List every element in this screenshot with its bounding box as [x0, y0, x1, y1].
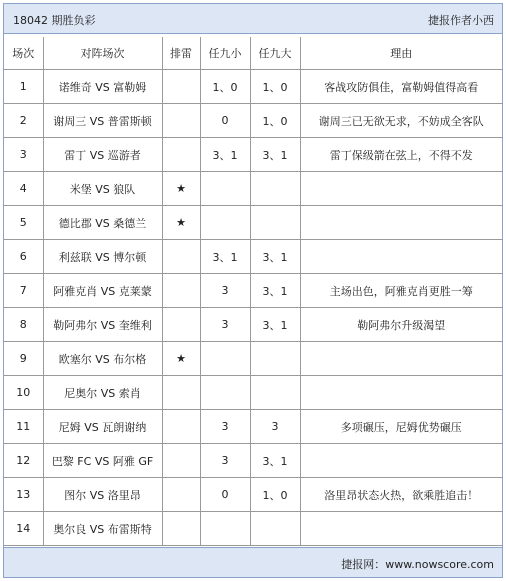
- ren9-large-cell: [250, 172, 300, 206]
- footer-bar: [4, 547, 502, 577]
- minesweep-cell: [162, 104, 200, 138]
- ren9-large-cell: 3、1: [250, 274, 300, 308]
- minesweep-cell: [162, 478, 200, 512]
- minesweep-cell: [162, 240, 200, 274]
- issue-title: 18042 期胜负彩: [13, 14, 96, 27]
- minesweep-cell: ★: [162, 206, 200, 240]
- table-row: [4, 376, 502, 410]
- table-row: [4, 70, 502, 104]
- source-label: 捷报网：www.nowscore.com: [341, 558, 494, 571]
- fixture-cell: 奥尔良 VS 布雷斯特: [43, 512, 162, 546]
- ren9-small-cell: 3: [200, 308, 250, 342]
- reason-cell: [300, 444, 502, 478]
- reason-cell: 雷丁保级箭在弦上，不得不发: [300, 138, 502, 172]
- fixture-cell: 利兹联 VS 博尔顿: [43, 240, 162, 274]
- table-row: [4, 240, 502, 274]
- reason-cell: 客战攻防俱佳，富勒姆值得高看: [300, 70, 502, 104]
- ren9-large-cell: 3、1: [250, 240, 300, 274]
- ren9-large-cell: [250, 342, 300, 376]
- fixture-cell: 巴黎 FC VS 阿雅 GF: [43, 444, 162, 478]
- header-bar: [4, 4, 502, 34]
- fixture-cell: 阿雅克肖 VS 克莱蒙: [43, 274, 162, 308]
- header-row: [4, 37, 502, 70]
- ren9-large-cell: 3、1: [250, 308, 300, 342]
- table-row: [4, 342, 502, 376]
- reason-cell: 洛里昂状态火热，欲乘胜追击！: [300, 478, 502, 512]
- reason-cell: [300, 512, 502, 546]
- match-no-cell: 9: [4, 342, 43, 376]
- ren9-small-cell: [200, 206, 250, 240]
- match-no-cell: 12: [4, 444, 43, 478]
- minesweep-cell: [162, 308, 200, 342]
- col-header-ren9-small: 任九小: [200, 37, 250, 70]
- fixture-cell: 尼奥尔 VS 索肖: [43, 376, 162, 410]
- match-no-cell: 13: [4, 478, 43, 512]
- ren9-large-cell: 1、0: [250, 104, 300, 138]
- fixture-cell: 图尔 VS 洛里昂: [43, 478, 162, 512]
- match-no-cell: 14: [4, 512, 43, 546]
- ren9-small-cell: 3、1: [200, 240, 250, 274]
- reason-cell: 主场出色，阿雅克肖更胜一筹: [300, 274, 502, 308]
- report-frame: [3, 3, 503, 578]
- minesweep-cell: [162, 70, 200, 104]
- prediction-table: [4, 37, 502, 546]
- match-no-cell: 1: [4, 70, 43, 104]
- ren9-small-cell: [200, 376, 250, 410]
- fixture-cell: 诺维奇 VS 富勒姆: [43, 70, 162, 104]
- author-label: 捷报作者小西: [428, 14, 494, 27]
- fixture-cell: 欧塞尔 VS 布尔格: [43, 342, 162, 376]
- match-no-cell: 11: [4, 410, 43, 444]
- reason-cell: 勒阿弗尔升级渴望: [300, 308, 502, 342]
- reason-cell: [300, 206, 502, 240]
- minesweep-cell: ★: [162, 342, 200, 376]
- ren9-small-cell: 0: [200, 478, 250, 512]
- reason-cell: 多项碾压，尼姆优势碾压: [300, 410, 502, 444]
- minesweep-cell: [162, 376, 200, 410]
- match-no-cell: 6: [4, 240, 43, 274]
- reason-cell: 谢周三已无欲无求，不妨成全客队: [300, 104, 502, 138]
- ren9-large-cell: 3、1: [250, 444, 300, 478]
- fixture-cell: 勒阿弗尔 VS 奎维利: [43, 308, 162, 342]
- col-header-ren9-large: 任九大: [250, 37, 300, 70]
- ren9-small-cell: 3: [200, 410, 250, 444]
- match-no-cell: 2: [4, 104, 43, 138]
- fixture-cell: 谢周三 VS 普雷斯顿: [43, 104, 162, 138]
- reason-cell: [300, 342, 502, 376]
- minesweep-cell: ★: [162, 172, 200, 206]
- table-row: [4, 274, 502, 308]
- col-header-fixture: 对阵场次: [43, 37, 162, 70]
- table-row: [4, 478, 502, 512]
- table-row: [4, 172, 502, 206]
- match-no-cell: 4: [4, 172, 43, 206]
- table-row: [4, 206, 502, 240]
- match-no-cell: 5: [4, 206, 43, 240]
- ren9-small-cell: 0: [200, 104, 250, 138]
- ren9-small-cell: [200, 172, 250, 206]
- ren9-small-cell: 3、1: [200, 138, 250, 172]
- minesweep-cell: [162, 138, 200, 172]
- ren9-large-cell: 3: [250, 410, 300, 444]
- fixture-cell: 尼姆 VS 瓦朗谢纳: [43, 410, 162, 444]
- ren9-small-cell: [200, 512, 250, 546]
- ren9-small-cell: [200, 342, 250, 376]
- match-no-cell: 3: [4, 138, 43, 172]
- match-no-cell: 8: [4, 308, 43, 342]
- ren9-large-cell: [250, 512, 300, 546]
- fixture-cell: 德比郡 VS 桑德兰: [43, 206, 162, 240]
- minesweep-cell: [162, 410, 200, 444]
- table-row: [4, 512, 502, 546]
- ren9-small-cell: 3: [200, 444, 250, 478]
- ren9-large-cell: 1、0: [250, 70, 300, 104]
- ren9-small-cell: 3: [200, 274, 250, 308]
- ren9-large-cell: [250, 376, 300, 410]
- table-row: [4, 104, 502, 138]
- ren9-small-cell: 1、0: [200, 70, 250, 104]
- match-no-cell: 7: [4, 274, 43, 308]
- table-row: [4, 308, 502, 342]
- table-row: [4, 410, 502, 444]
- match-no-cell: 10: [4, 376, 43, 410]
- minesweep-cell: [162, 274, 200, 308]
- ren9-large-cell: 3、1: [250, 138, 300, 172]
- col-header-reason: 理由: [300, 37, 502, 70]
- table-row: [4, 444, 502, 478]
- fixture-cell: 雷丁 VS 巡游者: [43, 138, 162, 172]
- table-row: [4, 138, 502, 172]
- minesweep-cell: [162, 512, 200, 546]
- reason-cell: [300, 376, 502, 410]
- fixture-cell: 米堡 VS 狼队: [43, 172, 162, 206]
- reason-cell: [300, 240, 502, 274]
- ren9-large-cell: 1、0: [250, 478, 300, 512]
- minesweep-cell: [162, 444, 200, 478]
- ren9-large-cell: [250, 206, 300, 240]
- reason-cell: [300, 172, 502, 206]
- col-header-match-no: 场次: [4, 37, 43, 70]
- col-header-minesweep: 排雷: [162, 37, 200, 70]
